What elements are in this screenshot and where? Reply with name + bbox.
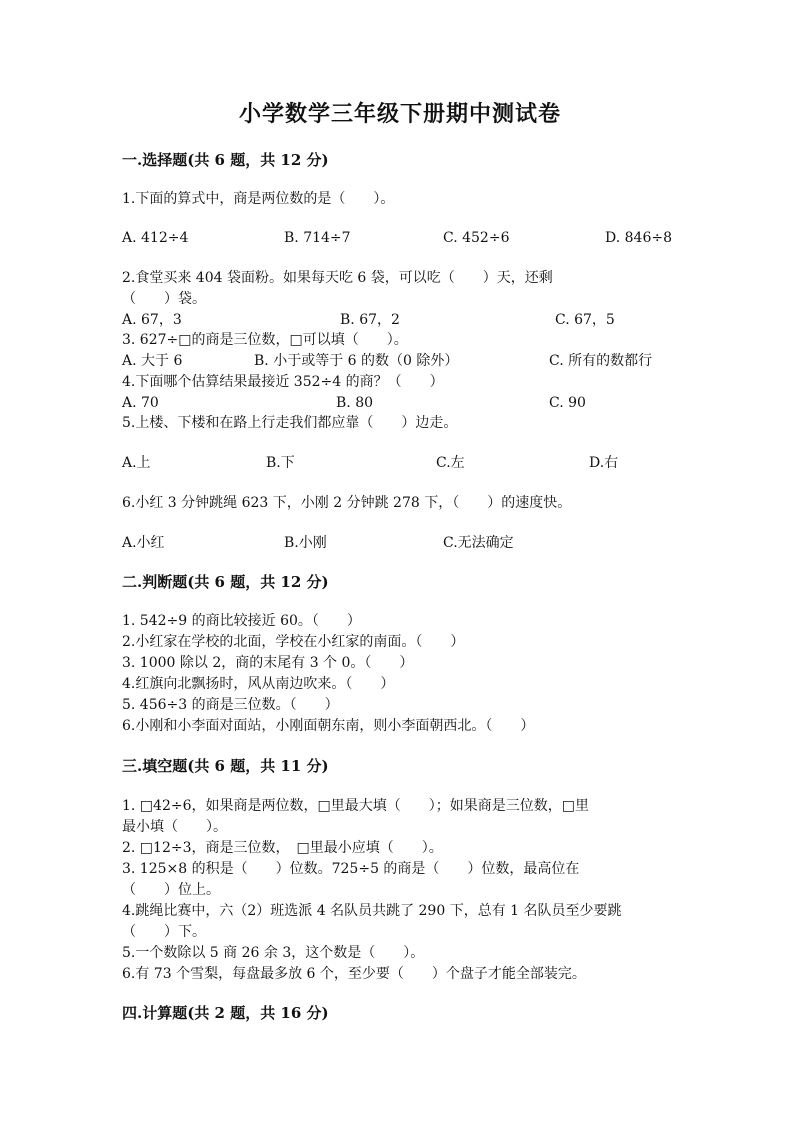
choice-q2-option-a: A. 67，3 [122,312,182,328]
choice-q4-stem: 4.下面哪个估算结果最接近 352÷4 的商？（ ） [122,374,444,390]
choice-q5-stem: 5.上楼、下楼和在路上行走我们都应靠（ ）边走。 [122,415,458,431]
choice-q1-option-c: C. 452÷6 [443,230,510,246]
choice-q5-option-c: C.左 [436,455,465,471]
fill-item: 3. 125×8 的积是（ ）位数。725÷5 的商是（ ）位数，最高位在 [122,861,580,877]
fill-item: 2. □12÷3，商是三位数， □里最小应填（ ）。 [122,840,443,856]
choice-q4-option-a: A. 70 [122,395,159,411]
choice-q6-option-b: B.小刚 [284,535,327,551]
section-heading-calc: 四.计算题(共 2 题，共 16 分) [122,1004,329,1022]
choice-q5-option-a: A.上 [122,455,151,471]
choice-q5-option-b: B.下 [266,455,295,471]
choice-q3-option-a: A. 大于 6 [122,353,183,369]
fill-item: 6.有 73 个雪梨，每盘最多放 6 个，至少要（ ）个盘子才能全部装完。 [122,966,586,982]
choice-q5-option-d: D.右 [589,455,619,471]
choice-q1-option-d: D. 846÷8 [605,230,672,246]
page-title: 小学数学三年级下册期中测试卷 [238,101,561,127]
choice-q3-option-b: B. 小于或等于 6 的数（0 除外） [254,353,459,369]
choice-q6-option-c: C.无法确定 [443,535,514,551]
judge-item: 6.小刚和小李面对面站，小刚面朝东南，则小李面朝西北。（ ） [122,718,535,734]
judge-item: 4.红旗向北飘扬时，风从南边吹来。（ ） [122,676,395,692]
choice-q6-stem: 6.小红 3 分钟跳绳 623 下，小刚 2 分钟跳 278 下，（ ）的速度快。 [122,495,572,511]
fill-item-cont: （ ）位上。 [122,882,220,898]
choice-q1-option-a: A. 412÷4 [122,230,189,246]
judge-item: 5. 456÷3 的商是三位数。（ ） [122,697,339,713]
fill-item-cont: （ ）下。 [122,924,206,940]
choice-q2-option-c: C. 67，5 [555,312,615,328]
choice-q4-option-b: B. 80 [336,395,374,411]
section-heading-choice: 一.选择题(共 6 题，共 12 分) [122,151,329,169]
judge-item: 3. 1000 除以 2，商的末尾有 3 个 0。（ ） [122,655,414,671]
fill-item: 5.一个数除以 5 商 26 余 3，这个数是（ ）。 [122,945,425,961]
section-heading-judge: 二.判断题(共 6 题，共 12 分) [122,573,329,591]
choice-q4-option-c: C. 90 [549,395,586,411]
choice-q2-option-b: B. 67，2 [340,312,400,328]
choice-q3-option-c: C. 所有的数都行 [549,353,653,369]
fill-item-cont: 最小填（ ）。 [122,819,227,835]
choice-q1-option-b: B. 714÷7 [284,230,351,246]
section-heading-fill: 三.填空题(共 6 题，共 11 分) [122,757,329,775]
fill-item: 1. □42÷6，如果商是两位数，□里最大填（ ）；如果商是三位数，□里 [122,798,589,814]
choice-q2-stem: 2.食堂买来 404 袋面粉。如果每天吃 6 袋，可以吃（ ）天，还剩 [122,270,553,286]
choice-q2-stem-cont: （ ）袋。 [122,291,206,307]
fill-item: 4.跳绳比赛中，六（2）班选派 4 名队员共跳了 290 下，总有 1 名队员至少要跳 [122,903,622,919]
judge-item: 1. 542÷9 的商比较接近 60。（ ） [122,613,361,629]
choice-q3-stem: 3. 627÷□的商是三位数，□可以填（ ）。 [122,332,408,348]
choice-q6-option-a: A.小红 [122,535,165,551]
judge-item: 2.小红家在学校的北面，学校在小红家的南面。（ ） [122,634,465,650]
choice-q1-stem: 1.下面的算式中，商是两位数的是（ ）。 [122,191,395,207]
